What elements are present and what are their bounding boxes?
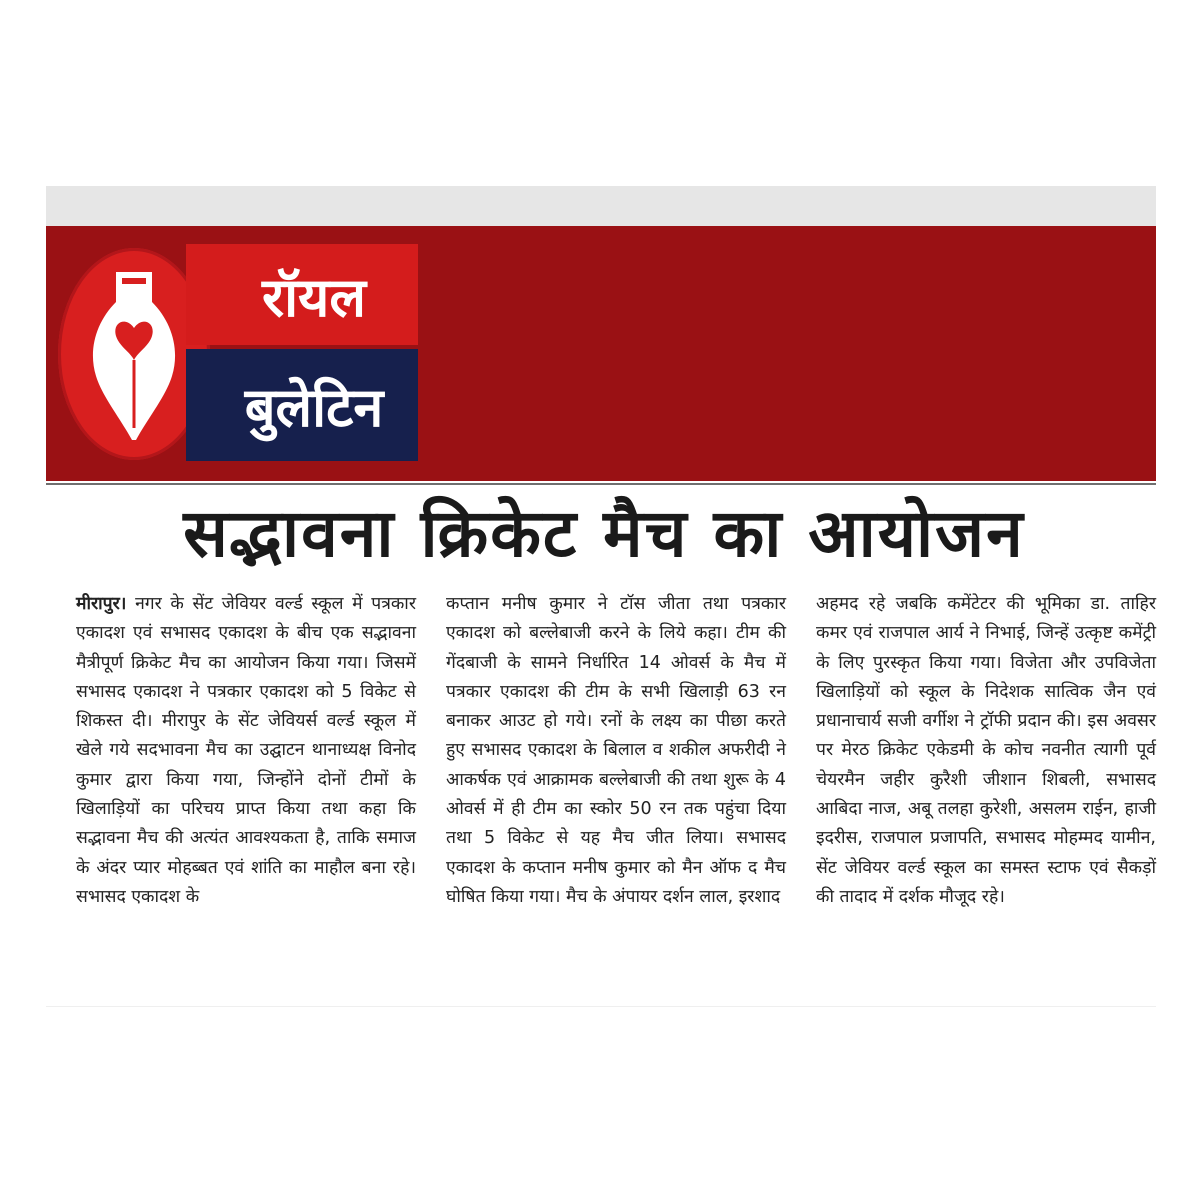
brand-name-bottom	[186, 349, 418, 461]
brand-name-top	[186, 244, 418, 345]
column-2-text: कप्तान मनीष कुमार ने टॉस जीता तथा पत्रकार एकादश को बल्लेबाजी करने के लिये कहा। टीम की गेंदबाजी के सामने निर्धारित 14 ओवर्स के मैच में पत्रकार एकादश की टीम के सभी खिलाड़ी 63 रन बनाकर आउट हो गये। रनों के लक्ष्य का पीछा करते हुए सभासद एकादश के बिलाल व शकील अफरीदी ने आकर्षक एवं आक्रामक बल्लेबाजी की तथा शुरू के 4 ओवर्स में ही टीम का स्कोर 50 रन तक पहुंचा दिया तथा 5 विकेट से यह मैच जीत लिया। सभासद एकादश के कप्तान मनीष कुमार को मैन ऑफ द मैच घोषित किया गया। मैच के अंपायर दर्शन लाल, इरशाद	[446, 594, 786, 907]
header-divider	[46, 483, 1156, 485]
pen-nib-heart-icon	[86, 268, 182, 444]
clipping-bottom-edge	[46, 1006, 1156, 1007]
article-body	[76, 590, 1156, 1000]
brand-top-label: रॉयल	[261, 265, 366, 329]
article-column-1	[76, 590, 416, 912]
article-headline: सद्भावना क्रिकेट मैच का आयोजन	[183, 495, 1025, 572]
dateline: मीरापुर।	[76, 594, 127, 614]
column-3-text: अहमद रहे जबकि कमेंटेटर की भूमिका डा. ताहिर कमर एवं राजपाल आर्य ने निभाई, जिन्हें उत्कृष्ट कमेंट्री के लिए पुरस्कृत किया गया। विजेता और उपविजेता खिलाड़ियों को स्कूल के निदेशक सात्विक जैन एवं प्रधानाचार्य सजी वर्गीश ने ट्रॉफी प्रदान की। इस अवसर पर मेरठ क्रिकेट एकेडमी के कोच नवनीत त्यागी पूर्व चेयरमैन जहीर कुरैशी जीशान शिबली, सभासद आबिदा नाज, अबू तलहा कुरेशी, असलम राईन, हाजी इदरीस, राजपाल प्रजापति, सभासद मोहम्मद यामीन, सेंट जेवियर वर्ल्ड स्कूल का समस्त स्टाफ एवं सैकड़ों की तादाद में दर्शक मौजूद रहे।	[816, 594, 1156, 907]
article-column-2	[446, 590, 786, 912]
article-column-3	[816, 590, 1156, 912]
top-gray-strip	[46, 186, 1156, 226]
brand-bottom-label: बुलेटिन	[244, 376, 384, 439]
column-1-text: नगर के सेंट जेवियर वर्ल्ड स्कूल में पत्रकार एकादश एवं सभासद एकादश के बीच एक सद्भावना मैत्रीपूर्ण क्रिकेट मैच का आयोजन किया गया। जिसमें सभासद एकादश ने पत्रकार एकादश को 5 विकेट से शिकस्त दी। मीरापुर के सेंट जेवियर्स वर्ल्ड स्कूल में खेले गये सदभावना मैच का उद्घाटन थानाध्यक्ष विनोद कुमार द्वारा किया गया, जिन्होंने दोनों टीमों के खिलाड़ियों का परिचय प्राप्त किया तथा कहा कि सद्भावना मैच की अत्यंत आवश्यकता है, ताकि समाज के अंदर प्यार मोहब्बत एवं शांति का माहौल बना रहे। सभासद एकादश के	[76, 594, 416, 907]
